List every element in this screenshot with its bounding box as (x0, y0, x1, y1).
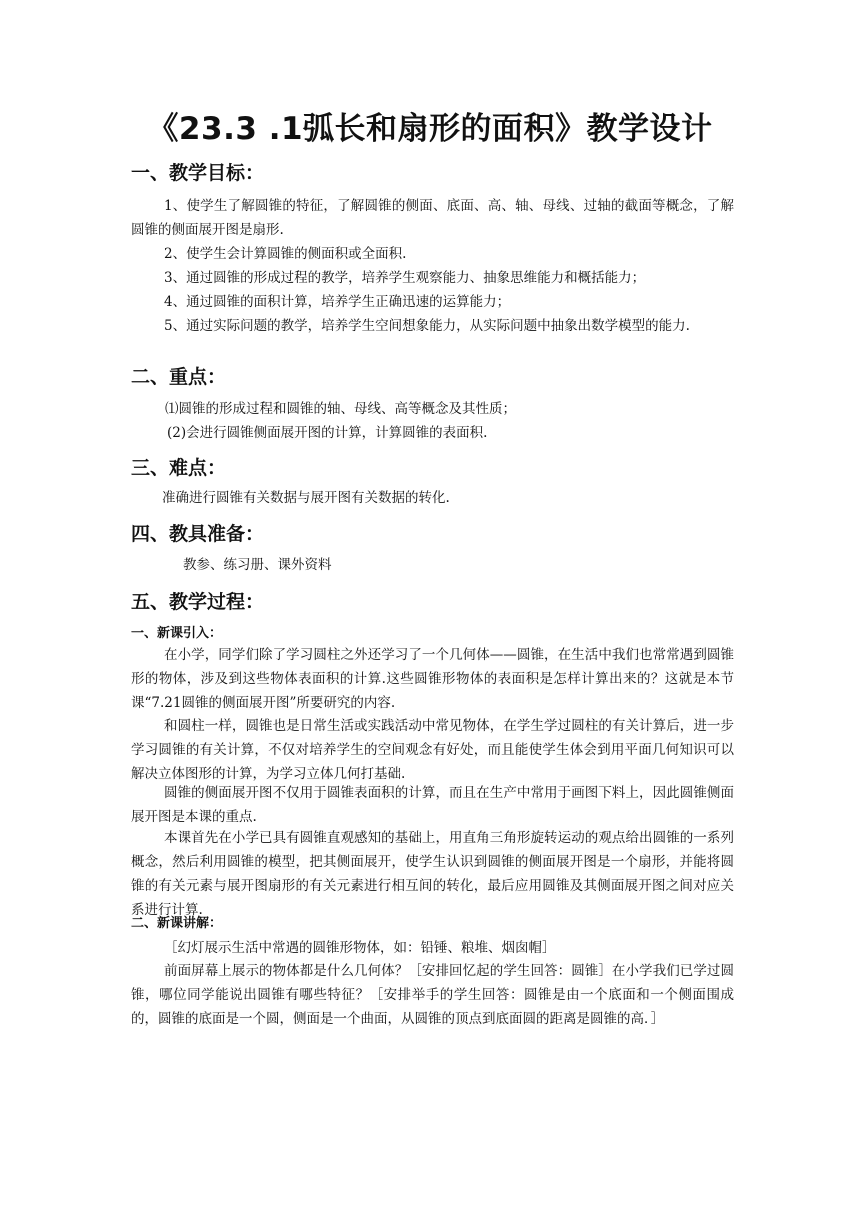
intro-paragraph-1: 在小学，同学们除了学习圆柱之外还学习了一个几何体——圆锥，在生活中我们也常常遇到圆锥形的物体，涉及到这些物体表面积的计算.这些圆锥形物体的表面积是怎样计算出来的？这就是本节课“7.21圆锥的侧面展开图”所要研究的内容. (131, 647, 734, 711)
intro-paragraph-2: 和圆柱一样，圆锥也是日常生活或实践活动中常见物体，在学生学过圆柱的有关计算后，进一步学习圆锥的有关计算，不仅对培养学生的空间观念有好处，而且能使学生体会到用平面几何知识可以解决立体图形的计算，为学习立体几何打基础. (131, 718, 734, 782)
goal-item-4: 4、通过圆锥的面积计算，培养学生正确迅速的运算能力； (164, 294, 511, 310)
section-heading-key-points: 二、重点： (131, 366, 227, 388)
document-title: 《23.3 .1弧长和扇形的面积》教学设计 (147, 111, 713, 147)
key-point-item-1: ⑴圆锥的形成过程和圆锥的轴、母线、高等概念及其性质； (165, 401, 516, 417)
goal-item-2: 2、使学生会计算圆锥的侧面积或全面积. (164, 246, 407, 262)
goal-item-5: 5、通过实际问题的教学，培养学生空间想象能力，从实际问题中抽象出数学模型的能力. (164, 318, 690, 334)
materials-text: 教参、练习册、课外资料 (183, 557, 332, 573)
intro-paragraph-3: 圆锥的侧面展开图不仅用于圆锥表面积的计算，而且在生产中常用于画图下料上，因此圆锥侧面展开图是本课的重点. (131, 785, 734, 825)
intro-paragraph-4: 本课首先在小学已具有圆锥直观感知的基础上，用直角三角形旋转运动的观点给出圆锥的一系列概念，然后利用圆锥的模型，把其侧面展开，使学生认识到圆锥的侧面展开图是一个扇形，并能将圆锥的有关元素与展开图扇形的有关元素进行相互间的转化，最后应用圆锥及其侧面展开图之间对应关系进行计算. (131, 830, 734, 918)
section-heading-difficulty: 三、难点： (131, 457, 227, 479)
subsection-heading-lecture: 二、新课讲解： (131, 916, 223, 931)
goal-item-1: 1、使学生了解圆锥的特征，了解圆锥的侧面、底面、高、轴、母线、过轴的截面等概念，了解圆锥的侧面展开图是扇形. (131, 198, 734, 238)
section-heading-process: 五、教学过程： (131, 591, 265, 613)
key-point-item-2: (2)会进行圆锥侧面展开图的计算，计算圆锥的表面积. (167, 425, 488, 441)
subsection-heading-intro: 一、新课引入： (131, 626, 223, 641)
difficulty-text: 准确进行圆锥有关数据与展开图有关数据的转化. (162, 490, 450, 506)
lecture-paragraph-1: ［幻灯展示生活中常遇的圆锥形物体，如：铅锤、粮堆、烟囱帽］ (164, 940, 556, 956)
lecture-paragraph-2: 前面屏幕上展示的物体都是什么几何体？［安排回忆起的学生回答：圆锥］在小学我们已学过圆锥，哪位同学能说出圆锥有哪些特征？［安排举手的学生回答：圆锥是由一个底面和一个侧面围成的，圆锥的底面是一个圆，侧面是一个曲面，从圆锥的顶点到底面圆的距离是圆锥的高．］ (131, 963, 734, 1027)
section-heading-goals: 一、教学目标： (131, 162, 265, 184)
goal-item-3: 3、通过圆锥的形成过程的教学，培养学生观察能力、抽象思维能力和概括能力； (164, 270, 646, 286)
section-heading-materials: 四、教具准备： (131, 523, 265, 545)
